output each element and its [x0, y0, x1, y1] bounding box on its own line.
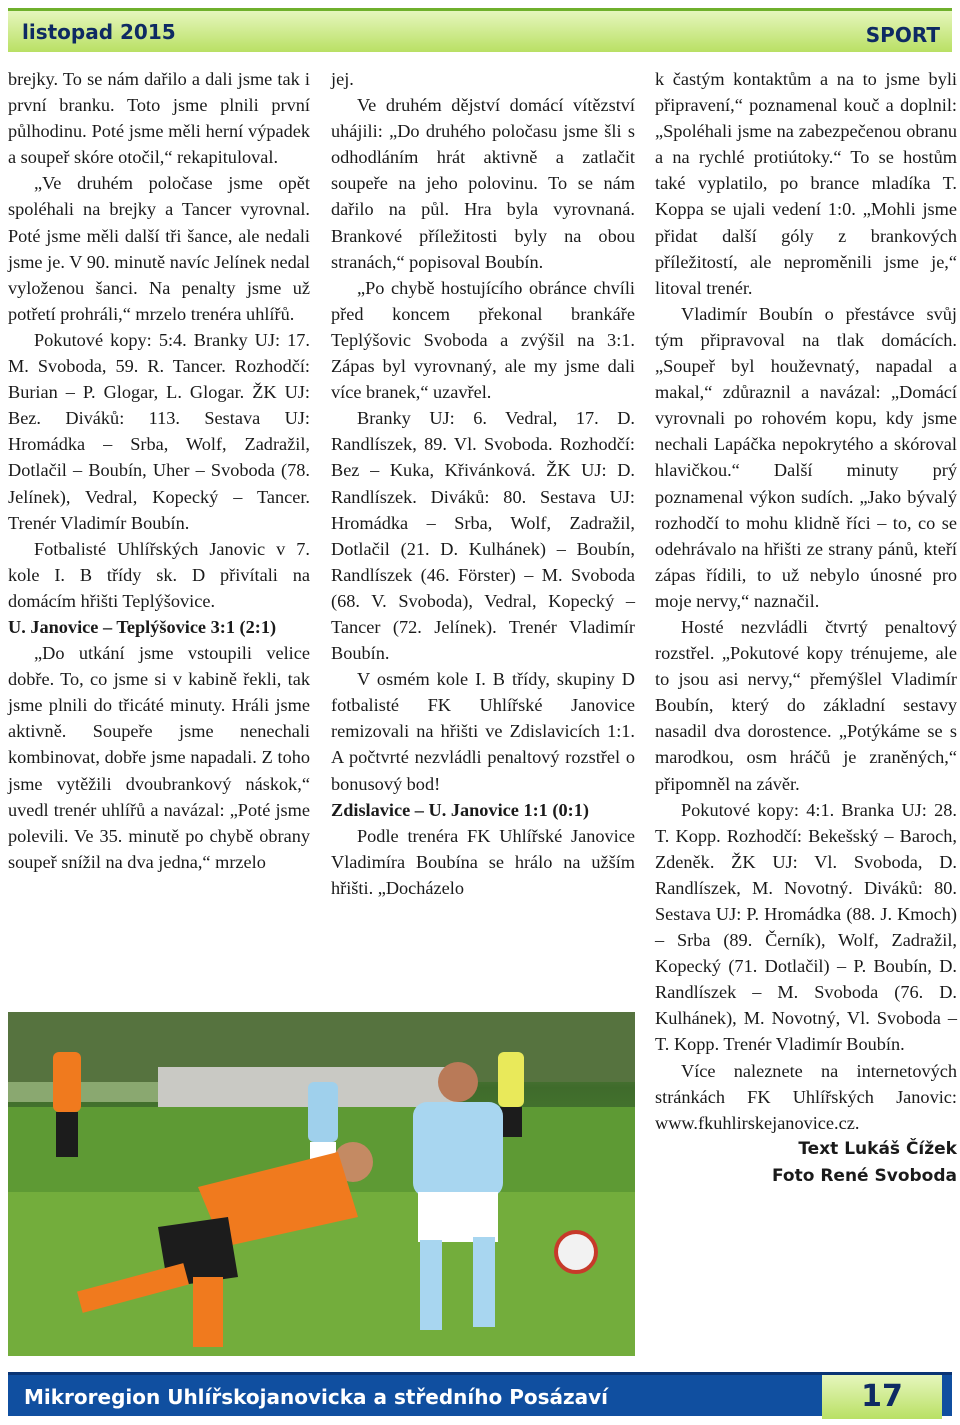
- match-heading: Zdislavice – U. Janovice 1:1 (0:1): [331, 799, 589, 820]
- match-heading: U. Janovice – Teplýšovice 3:1 (2:1): [8, 616, 277, 637]
- paragraph: V osmém kole I. B třídy, skupiny D fotbalisté FK Uhlířské Janovice remizovali na hřišti ve Zdislavicích 1:1. A počtvrté nezvládli penaltový rozstřel o bonusový bod!: [331, 669, 635, 794]
- article-column-2: [331, 66, 635, 901]
- paragraph: Vladimír Boubín o přestávce svůj tým připravoval na tlak domácích. „Soupeř byl houževnatý, napadal a makal,“ zdůraznil a navázal: „Domácí vyrovnali po rohovém kopu, kdy jsme nechali Lapáčka nepokrytého a skóroval hlavičkou.“ Další minuty prý poznamenal výkon sudích. „Jako bývalý rozhodčí to mohu klidně říci – to, co se odehrávalo na hřišti ze strany pánů, kteří zápas řídili, to už nebylo únosné pro moje nervy,“ naznačil.: [655, 303, 957, 611]
- photo-player-sock: [420, 1240, 442, 1330]
- photo-credit: Foto René Svoboda: [772, 1165, 957, 1186]
- photo-football: [556, 1232, 596, 1272]
- photo-player-head: [438, 1062, 478, 1102]
- article-column-1: [8, 66, 310, 875]
- paragraph: Ve druhém dějství domácí vítězství uhájili: „Do druhého poločasu jsme šli s odhodláním hrát aktivně a zatlačit soupeře na jeho polovinu. To se nám dařilo na půl. Hra byla vyrovnaná. Brankové příležitosti byly na obou stranách,“ popisoval Boubín.: [331, 95, 635, 272]
- photo-referee: [498, 1052, 524, 1107]
- paragraph: k častým kontaktům a na to jsme byli připravení,“ poznamenal kouč a doplnil: „Spoléhali jsme na zabezpečenou obranu a na rychlé protiútoky.“ To se hostům také vyplatilo, po brance mladíka T. Koppa se ujali vedení 1:0. „Mohli jsme přidat další góly z brankových příležitostí, ale neproměnili jsme je,“ litoval trenér.: [655, 69, 957, 298]
- photo-fence: [8, 1082, 158, 1102]
- photo-player-white-shorts: [418, 1192, 498, 1242]
- paragraph: Fotbalisté Uhlířských Janovic v 7. kole I. B třídy sk. D přivítali na domácím hřišti Teplýšovice.: [8, 538, 310, 611]
- photo-player-orange-back: [53, 1052, 81, 1112]
- issue-date: listopad 2015: [22, 20, 176, 44]
- text-credit: Text Lukáš Čížek: [798, 1138, 957, 1159]
- article-column-3: [655, 66, 957, 1190]
- publication-title: Mikroregion Uhlířskojanovicka a středního Posázaví: [24, 1385, 609, 1409]
- page-footer-bar: [8, 1372, 952, 1416]
- paragraph: Pokutové kopy: 5:4. Branky UJ: 17. M. Svoboda, 59. R. Tancer. Rozhodčí: Burian – P. Glogar, L. Glogar. ŽK UJ: Bez. Diváků: 113. Sestava UJ: Hromádka – Srba, Wolf, Zadražil, Dotlačil – Boubín, Uher – Svoboda (78. Jelínek), Vedral, Kopecký – Tancer. Trenér Vladimír Boubín.: [8, 329, 310, 533]
- photo-player-shorts: [56, 1112, 78, 1157]
- photo-player-sock: [473, 1237, 495, 1327]
- paragraph: „Ve druhém poločase jsme opět spoléhali na brejky a Tancer vyrovnal. Poté jsme měli další tři šance, ale nedali jsme je. V 90. minutě navíc Jelínek nedal vyloženou šanci. Na penalty jsme už potřetí prohráli,“ mrzelo trenéra uhlířů.: [8, 173, 310, 324]
- page-header-bar: [8, 8, 952, 52]
- photo-player-blue-shirt: [413, 1102, 503, 1197]
- paragraph: brejky. To se nám dařilo a dali jsme tak i první branku. Toto jsme plnili první půlhodinu. Poté jsme měli herní výpadek a soupeř skóre otočil,“ rekapituloval.: [8, 69, 310, 168]
- paragraph: Více naleznete na internetových stránkách FK Uhlířských Janovic: www.fkuhlirskejanovice.cz.: [655, 1060, 957, 1133]
- photo-player-blue-back: [308, 1082, 338, 1142]
- paragraph: Pokutové kopy: 4:1. Branka UJ: 28. T. Kopp. Rozhodčí: Bekešský – Baroch, Zdeněk. ŽK UJ: Vl. Svoboda, D. Randlíszek, M. Novotný. Diváků: 80. Sestava UJ: P. Hromádka (88. J. Kmoch) – Srba (89. Černík), Wolf, Zadražil, Kopecký (71. Dotlačil) – P. Boubín, D. Randlíszek – M. Svoboda (76. D. Kulhánek), M. Novotný, Vl. Svoboda – T. Kopp. Trenér Vladimír Boubín.: [655, 799, 957, 1055]
- photo-referee-shorts: [500, 1107, 522, 1137]
- paragraph: Podle trenéra FK Uhlířské Janovice Vladimíra Boubína se hrálo na užším hřišti. „Docházelo: [331, 825, 635, 898]
- match-photo-illustration: [8, 1012, 635, 1356]
- section-name: SPORT: [865, 23, 940, 47]
- paragraph: Branky UJ: 6. Vedral, 17. D. Randlíszek, 89. Vl. Svoboda. Rozhodčí: Bez – Kuka, Křivánková. ŽK UJ: D. Randlíszek. Diváků: 80. Sestava UJ: Hromádka – Srba, Wolf, Zadražil, Dotlačil (21. D. Kulhánek) – Boubín, Randlíszek (46. Förster) – M. Svoboda (68. V. Svoboda), Vedral, Kopecký – Tancer (72. Jelínek). Trenér Vladimír Boubín.: [331, 408, 635, 664]
- paragraph: Hosté nezvládli čtvrtý penaltový rozstřel. „Pokutové kopy trénujeme, ale to jsou asi nervy,“ přemýšlel Vladimír Boubín, který do základní sestavy nasadil dva dorostence. „Potýkáme se s marodkou, osm hráčů je zraněných,“ připomněl na závěr.: [655, 616, 957, 794]
- paragraph: „Po chybě hostujícího obránce chvíli před koncem překonal brankáře Teplýšovic Svoboda a zvýšil na 3:1. Zápas byl vyrovnaný, ale my jsme dali více branek,“ uzavřel.: [331, 277, 635, 403]
- football-match-photo: [8, 1012, 635, 1356]
- photo-player-leg: [193, 1277, 223, 1347]
- page-number: 17: [822, 1375, 942, 1419]
- paragraph: jej.: [331, 69, 354, 89]
- paragraph: „Do utkání jsme vstoupili velice dobře. To, co jsme si v kabině řekli, tak jsme plnili do třicáté minuty. Hráli jsme aktivně. Soupeře jsme nenechali kombinovat, dobře jsme napadali. Z toho jsme vytěžili dvoubrankový náskok,“ uvedl trenér uhlířů a navázal: „Poté jsme polevili. Ve 35. minutě po chybě obrany soupeř snížil na dva jedna,“ mrzelo: [8, 643, 310, 872]
